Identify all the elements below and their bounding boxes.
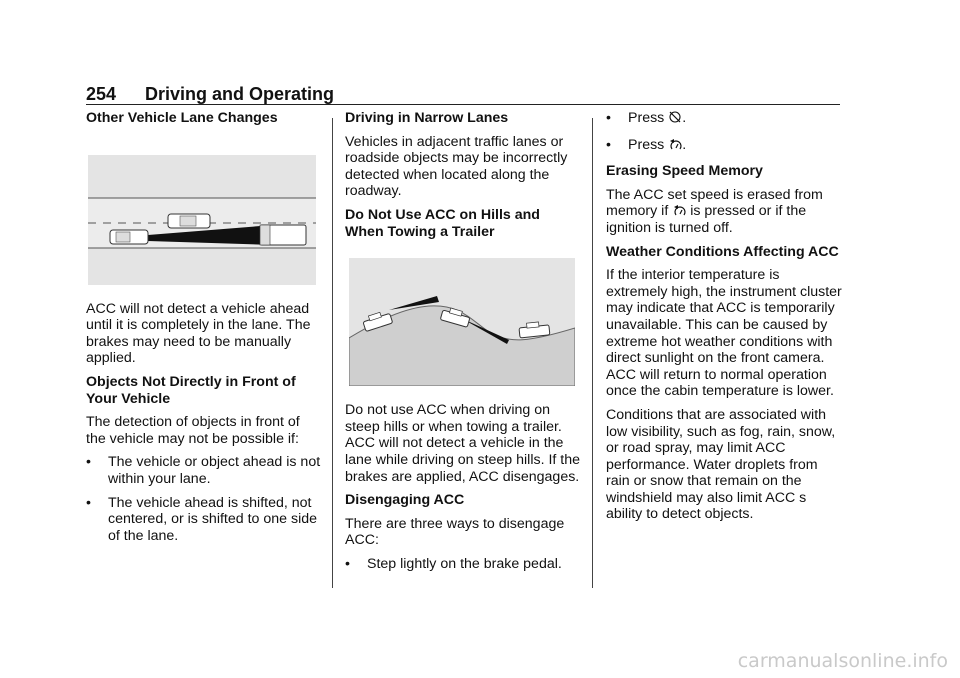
lane-change-illustration [88, 155, 316, 285]
paragraph-text: The ACC set speed is erased from memory if [606, 186, 823, 220]
heading-erasing-speed-memory: Erasing Speed Memory [606, 163, 763, 180]
acc-cancel-icon [668, 110, 682, 124]
list-item [86, 454, 322, 487]
heading-objects-not-in-front: Objects Not Directly in Front of Your Vehicle [86, 373, 296, 407]
column-1 [86, 110, 322, 551]
bullet-dot: • [606, 136, 611, 153]
paragraph: Conditions that are associated with low visibility, such as fog, rain, snow, or road spray, may limit ACC performance. Water droplets from rain or snow that remain on the windshield may also limit ACC s ability to detect objects. [606, 406, 836, 523]
hills-illustration [349, 258, 575, 386]
paragraph: Vehicles in adjacent traffic lanes or roadside objects may be incorrectly detected when located along the roadway. [345, 133, 568, 200]
acc-speedometer-icon [668, 137, 682, 151]
list-item-text: Step lightly on the brake pedal. [367, 555, 562, 572]
paragraph: There are three ways to disengage ACC: [345, 515, 565, 549]
paragraph-text: is pressed or if the ignition is turned off. [606, 203, 807, 236]
paragraph [606, 187, 842, 237]
paragraph: The detection of objects in front of the vehicle may not be possible if: [86, 414, 300, 447]
heading-hills-trailer: Do Not Use ACC on Hills and When Towing a Trailer [345, 206, 540, 240]
bullet-dot: • [86, 454, 91, 471]
column-divider-1 [332, 118, 333, 588]
list-item-text: Press [628, 136, 665, 153]
list-item-text: The vehicle ahead is shifted, not centered, or is shifted to one side of the lane. [108, 494, 317, 544]
bullet-dot: • [606, 110, 611, 126]
paragraph: If the interior temperature is extremely high, the instrument cluster may indicate that ACC is temporarily unavailable. This can be caused by extreme hot weather conditions with direct sunlight on the front camera. ACC will return to normal operation once the cabin temperature is lower. [606, 267, 842, 400]
section-title: Driving and Operating [145, 84, 335, 104]
bullet-dot: • [345, 555, 350, 572]
heading-narrow-lanes: Driving in Narrow Lanes [345, 110, 509, 126]
watermark: carmanualsonline.info [737, 650, 948, 672]
paragraph: Do not use ACC when driving on steep hills or when towing a trailer. ACC will not detect a vehicle in the lane while driving on steep hills. If the brakes are applied, ACC disengages. [345, 402, 581, 485]
bullet-dot: • [86, 494, 91, 511]
page-header [86, 84, 840, 106]
column-3 [606, 110, 842, 530]
heading-disengaging-acc: Disengaging ACC [345, 492, 465, 509]
paragraph: ACC will not detect a vehicle ahead until it is completely in the lane. The brakes may need to be manually applied. [86, 300, 311, 367]
column-divider-2 [592, 118, 593, 588]
header-rule [86, 104, 840, 105]
column-2 [345, 110, 581, 580]
heading-other-vehicle-lane-changes: Other Vehicle Lane Changes [86, 110, 278, 126]
list-item [86, 495, 322, 545]
list-item: • Press . [606, 110, 687, 126]
list-item [345, 556, 581, 573]
page-number: 254 [86, 84, 117, 104]
list-item-text: The vehicle or object ahead is not within your lane. [108, 454, 321, 487]
acc-speedometer-icon [672, 203, 686, 217]
list-item-text: Press [628, 110, 665, 126]
list-item: • Press . [606, 136, 687, 153]
heading-weather-conditions: Weather Conditions Affecting ACC [606, 243, 839, 260]
